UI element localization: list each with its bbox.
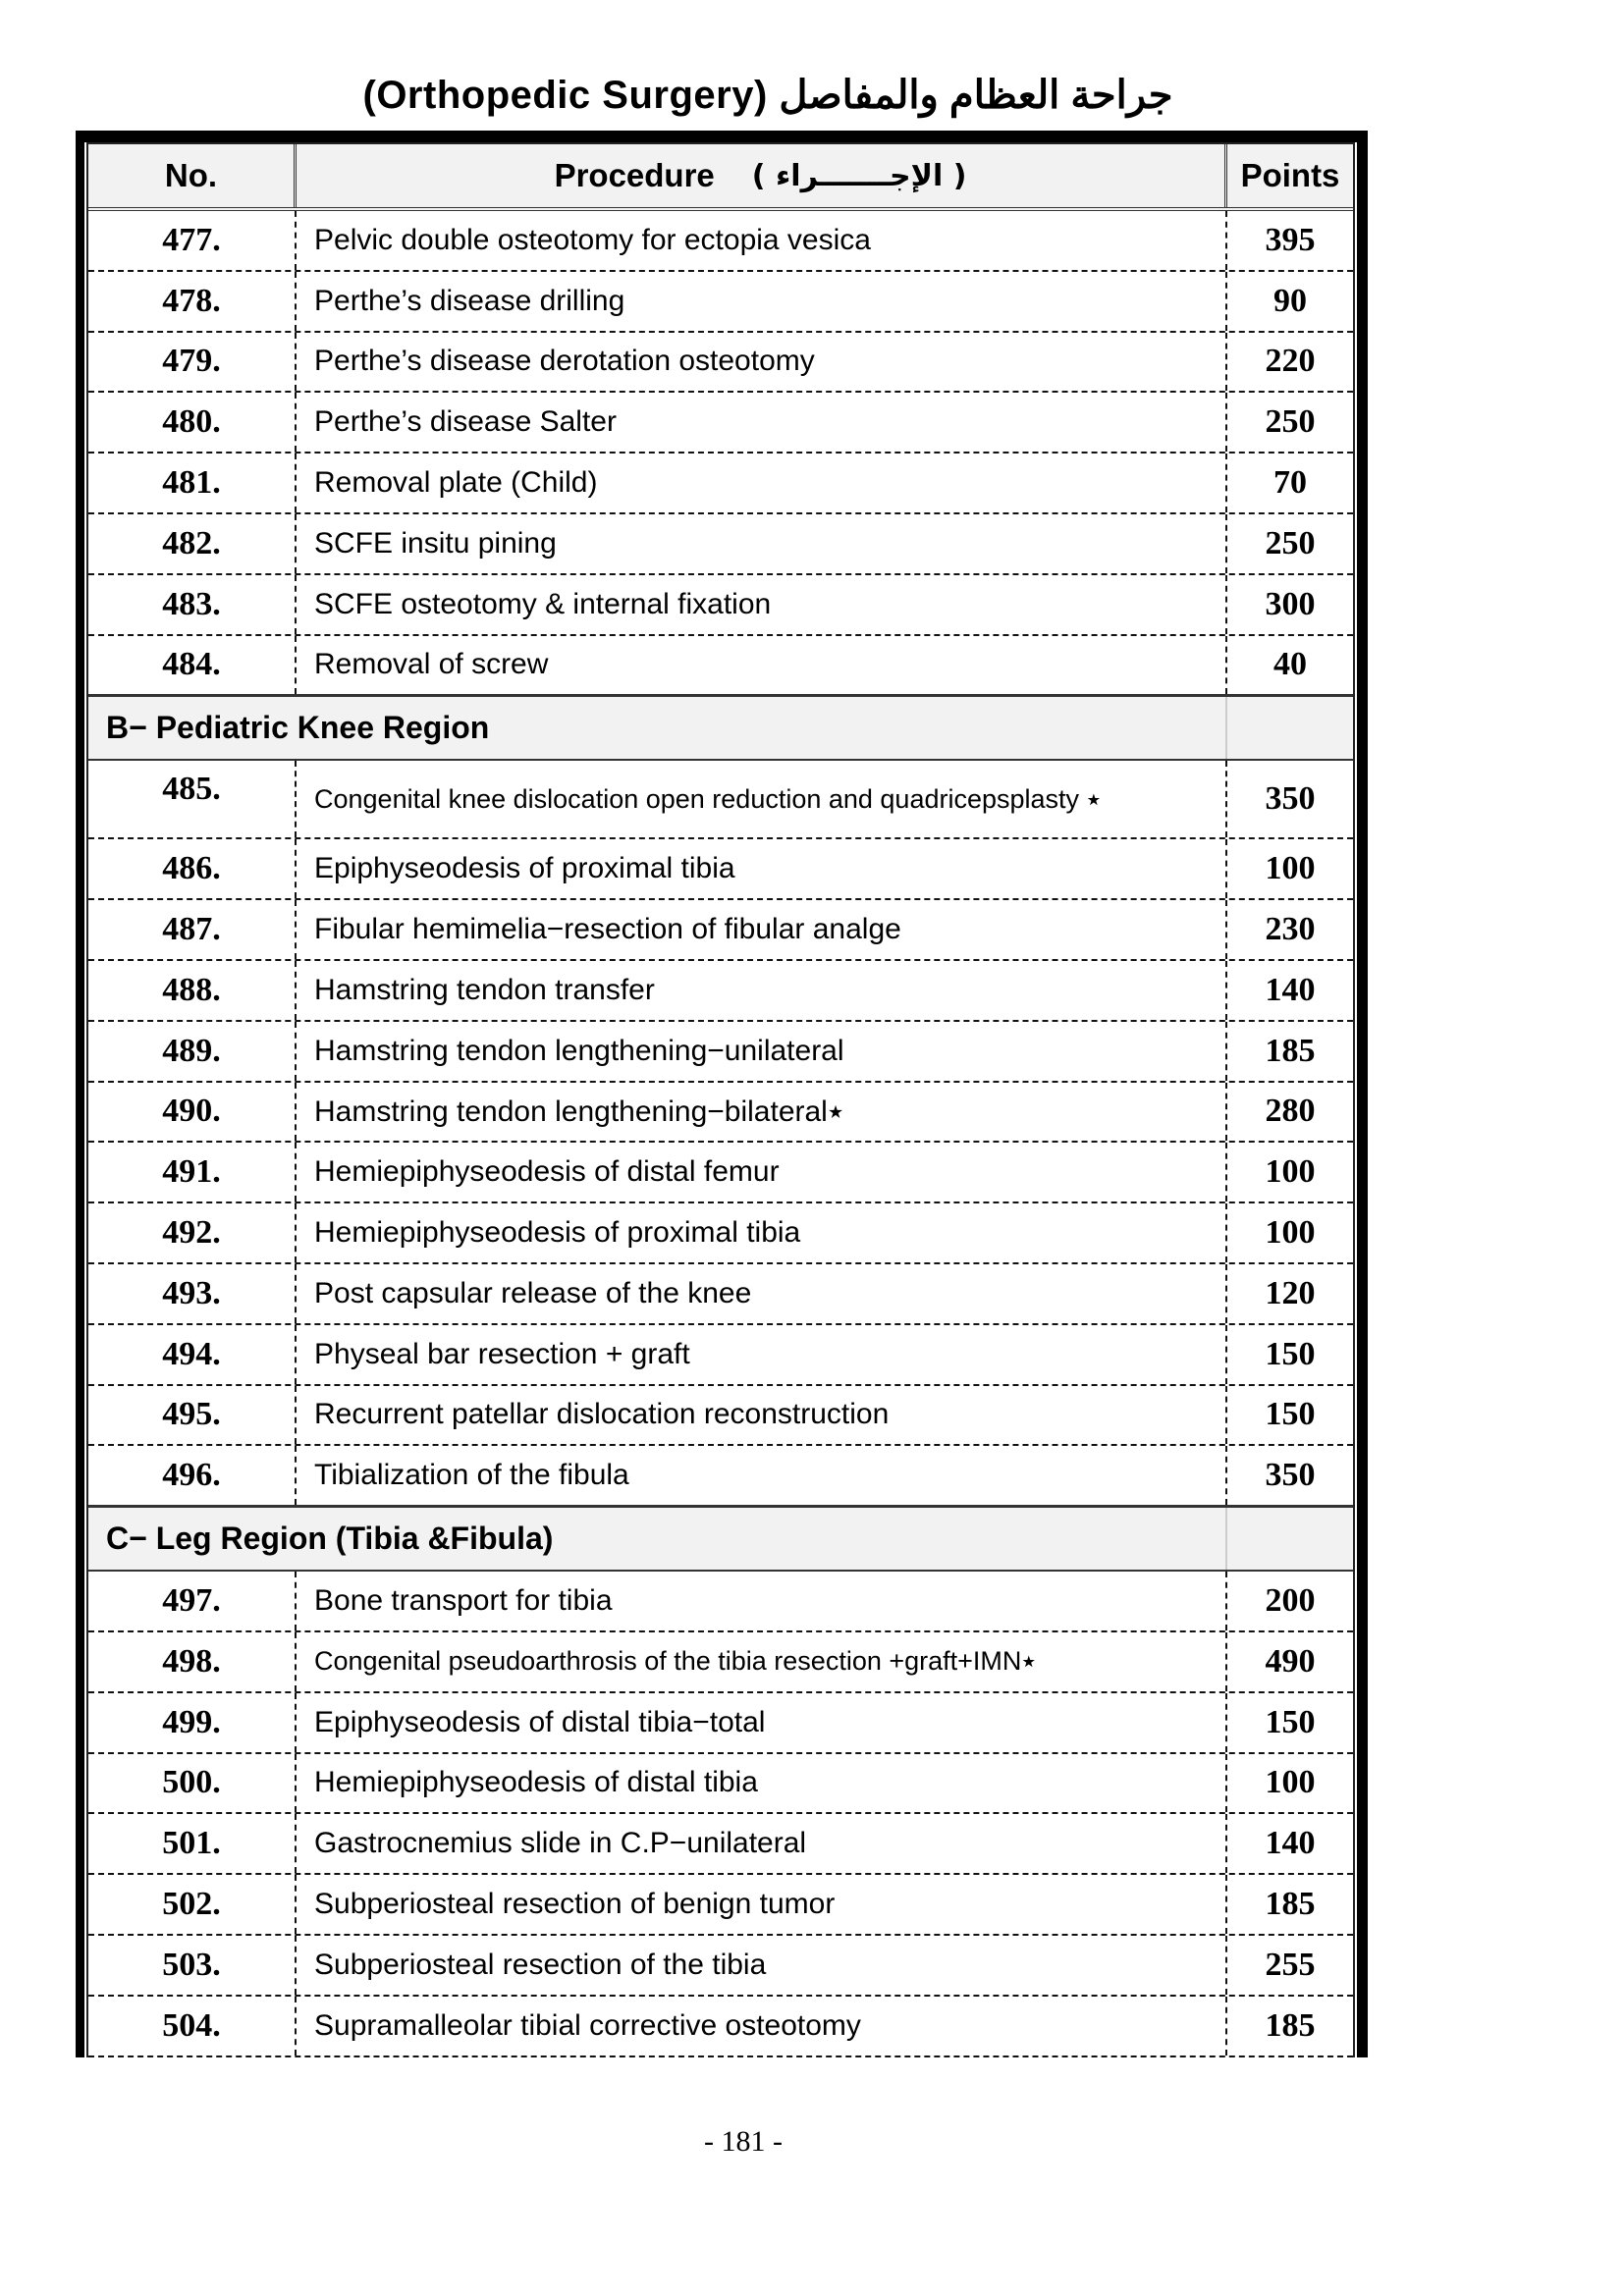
section-title: C− Leg Region (Tibia &Fibula) [88,1508,1227,1570]
procedure-name: SCFE osteotomy & internal fixation [297,575,1227,634]
procedure-points: 280 [1265,1093,1316,1130]
table-row [88,1632,1353,1693]
table-row [88,1022,1353,1083]
table-row [88,1446,1353,1507]
procedure-name: Recurrent patellar dislocation reconstruction [297,1386,1227,1445]
procedure-name: Congenital knee dislocation open reduction and quadricepsplasty ٭ [297,761,1227,837]
procedure-number: 493. [88,1264,297,1323]
table-row [88,454,1353,514]
procedure-number: 490. [88,1083,297,1142]
section-points-empty [1227,697,1353,759]
procedure-points: 350 [1265,780,1316,818]
procedure-number: 484. [88,636,297,695]
procedure-points: 100 [1265,1764,1316,1801]
procedure-name: Hemiepiphyseodesis of distal femur [297,1143,1227,1201]
procedure-number: 503. [88,1936,297,1995]
procedure-number: 481. [88,454,297,512]
table-row [88,575,1353,636]
procedure-number: 478. [88,272,297,331]
procedure-points: 185 [1265,2006,1316,2044]
procedure-number: 489. [88,1022,297,1081]
procedure-points: 100 [1265,850,1316,887]
procedure-points: 100 [1265,1153,1316,1191]
table-row [88,1143,1353,1203]
procedure-name: Epiphyseodesis of distal tibia−total [297,1693,1227,1752]
procedure-points: 100 [1265,1214,1316,1252]
procedure-number: 492. [88,1203,297,1262]
procedure-number: 483. [88,575,297,634]
table-row [88,514,1353,575]
procedure-name: Hamstring tendon lengthening−unilateral [297,1022,1227,1081]
table-row [88,1693,1353,1754]
procedure-points: 185 [1265,1886,1316,1923]
procedure-points: 220 [1265,343,1316,380]
procedure-name: Perthe’s disease derotation osteotomy [297,333,1227,392]
procedure-name: Removal of screw [297,636,1227,695]
table-row [88,1083,1353,1144]
procedure-points: 300 [1265,585,1316,622]
column-header-points: Points [1240,157,1340,193]
table-row [88,961,1353,1022]
page-number: - 181 - [704,2125,783,2158]
table-row [88,1203,1353,1264]
procedure-number: 479. [88,333,297,392]
table-row [88,333,1353,394]
procedure-number: 480. [88,393,297,452]
table-row [88,839,1353,900]
procedure-number: 499. [88,1693,297,1752]
procedure-name: Subperiosteal resection of benign tumor [297,1875,1227,1934]
procedure-points: 490 [1265,1642,1316,1680]
table-row [88,900,1353,961]
procedure-name: Hamstring tendon transfer [297,961,1227,1020]
procedure-number: 485. [88,761,297,837]
table-row [88,1875,1353,1936]
procedure-name: Perthe’s disease drilling [297,272,1227,331]
section-title: B− Pediatric Knee Region [88,697,1227,759]
procedure-points: 250 [1265,524,1316,561]
procedure-name: Congenital pseudoarthrosis of the tibia resection +graft+IMN٭ [297,1632,1227,1691]
procedure-points: 395 [1265,221,1316,258]
procedure-name: Gastrocnemius slide in C.P−unilateral [297,1814,1227,1873]
procedure-name: Removal plate (Child) [297,454,1227,512]
procedure-name: Hamstring tendon lengthening−bilateral٭ [297,1083,1227,1142]
table-row [88,1936,1353,1997]
procedure-points: 185 [1265,1032,1316,1069]
procedure-name: Fibular hemimelia−resection of fibular analge [297,900,1227,959]
procedure-points: 90 [1273,282,1307,319]
procedure-points: 200 [1265,1582,1316,1620]
procedure-number: 488. [88,961,297,1020]
table-row [88,1572,1353,1632]
procedure-points: 150 [1265,1703,1316,1740]
procedure-number: 498. [88,1632,297,1691]
procedure-number: 496. [88,1446,297,1505]
procedures-table [76,131,1368,2057]
procedure-number: 486. [88,839,297,898]
procedure-name: Bone transport for tibia [297,1572,1227,1630]
procedure-header-arabic-label: ( الإجـــــــراء ) [751,158,967,193]
table-row [88,1386,1353,1447]
procedure-header-label: Procedure [554,157,715,193]
procedure-number: 495. [88,1386,297,1445]
procedure-name: Pelvic double osteotomy for ectopia vesica [297,211,1227,270]
procedure-name: Subperiosteal resection of the tibia [297,1936,1227,1995]
procedure-number: 487. [88,900,297,959]
procedure-number: 497. [88,1572,297,1630]
procedure-points: 40 [1273,646,1307,683]
procedure-number: 482. [88,514,297,573]
procedure-number: 477. [88,211,297,270]
column-header-no: No. [88,144,297,207]
procedure-number: 500. [88,1754,297,1813]
column-header-procedure [297,144,1227,207]
table-row [88,1264,1353,1325]
procedure-points: 140 [1265,1825,1316,1862]
procedure-points: 250 [1265,403,1316,441]
section-header-leg-region [88,1507,1353,1572]
procedure-points: 150 [1265,1335,1316,1372]
procedure-name: SCFE insitu pining [297,514,1227,573]
table-row [88,1814,1353,1875]
table-row [88,1754,1353,1815]
procedure-name: Physeal bar resection + graft [297,1325,1227,1384]
procedure-name: Hemiepiphyseodesis of distal tibia [297,1754,1227,1813]
procedure-number: 504. [88,1997,297,2056]
procedure-points: 230 [1265,911,1316,948]
procedure-points: 350 [1265,1457,1316,1494]
procedure-name: Epiphyseodesis of proximal tibia [297,839,1227,898]
table-header-row [88,144,1353,211]
procedure-points: 70 [1273,464,1307,502]
table-row [88,1997,1353,2057]
table-row [88,1325,1353,1386]
section-header-pediatric-knee [88,696,1353,761]
procedure-name: Perthe’s disease Salter [297,393,1227,452]
procedure-points: 120 [1265,1274,1316,1311]
procedure-name: Supramalleolar tibial corrective osteotomy [297,1997,1227,2056]
table-row [88,761,1353,839]
procedure-name: Tibialization of the fibula [297,1446,1227,1505]
procedure-points: 140 [1265,971,1316,1008]
procedure-number: 491. [88,1143,297,1201]
procedure-number: 501. [88,1814,297,1873]
procedure-points: 150 [1265,1396,1316,1433]
procedure-number: 494. [88,1325,297,1384]
section-points-empty [1227,1508,1353,1570]
table-row [88,636,1353,697]
procedure-points: 255 [1265,1946,1316,1983]
procedure-number: 502. [88,1875,297,1934]
table-row [88,272,1353,333]
procedure-name: Hemiepiphyseodesis of proximal tibia [297,1203,1227,1262]
table-row [88,393,1353,454]
table-row [88,211,1353,272]
procedure-name: Post capsular release of the knee [297,1264,1227,1323]
page-title: (Orthopedic Surgery) جراحة العظام والمفاصل [362,74,1173,117]
